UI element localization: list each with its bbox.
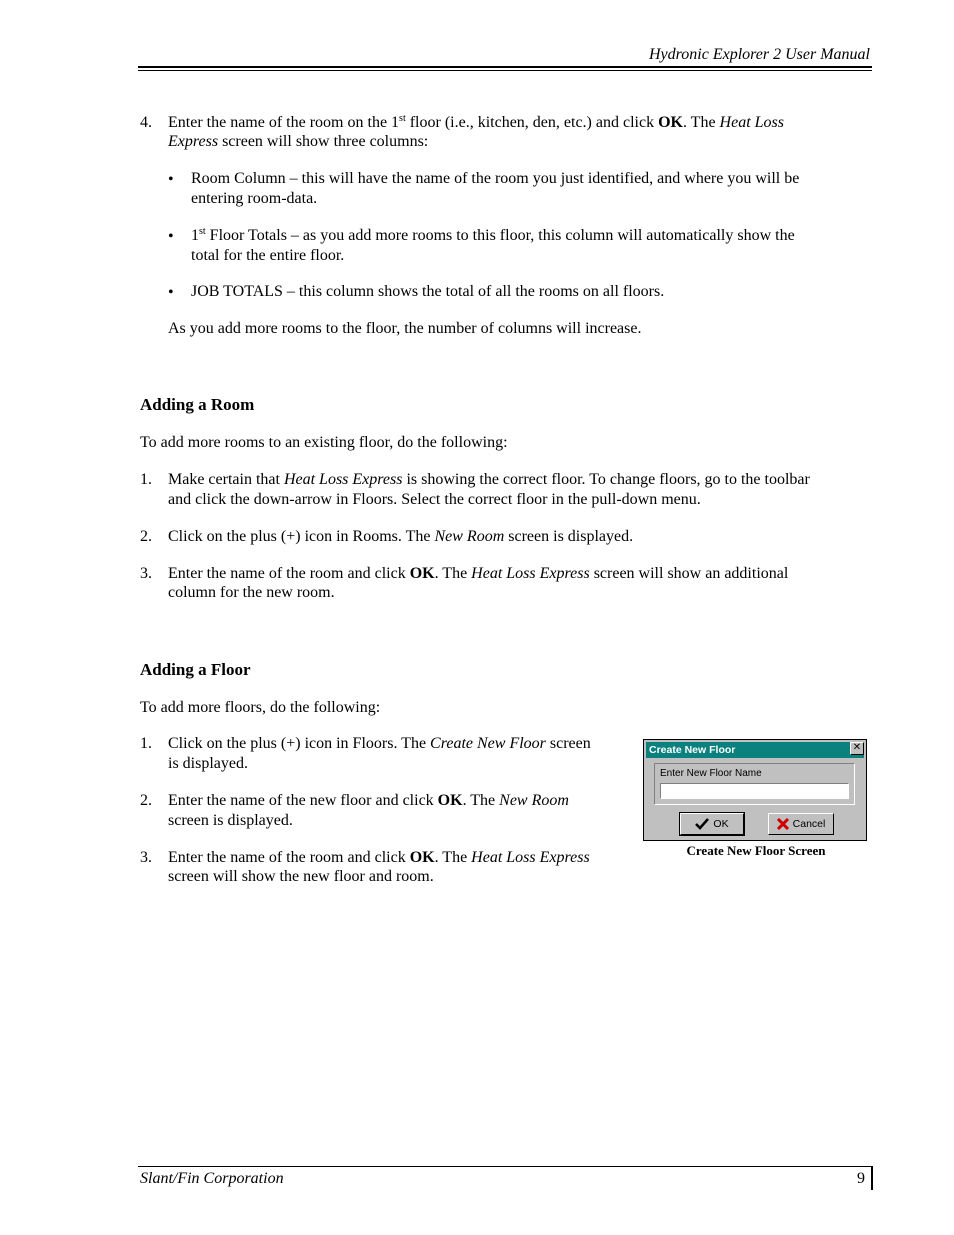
bullet-floor-totals: 1st Floor Totals – as you add more rooms to this floor, this column will automatically show the [191, 226, 795, 244]
bullet-marker: • [168, 228, 174, 245]
bullet-floor-totals-cont: total for the entire floor. [191, 247, 345, 264]
room-step-3-line-2: column for the new room. [168, 584, 335, 601]
floor-step-3-line-1: Enter the name of the room and click OK. The Heat Loss Express [168, 849, 590, 866]
floor-name-input[interactable] [660, 783, 849, 799]
floor-step-2-line-1: Enter the name of the new floor and click OK. The New Room [168, 792, 569, 809]
red-x-icon [777, 818, 789, 830]
footer-rule [138, 1166, 872, 1167]
dialog-title: Create New Floor [649, 744, 736, 756]
section-heading-adding-floor: Adding a Floor [140, 660, 251, 679]
dialog-title-bar [646, 742, 864, 758]
section-heading-adding-room: Adding a Room [140, 395, 255, 414]
header-rule-thin [138, 70, 872, 71]
bullet-marker: • [168, 284, 174, 301]
floor-step-1-line-1: Click on the plus (+) icon in Floors. The Create New Floor screen [168, 735, 591, 752]
footer-company: Slant/Fin Corporation [140, 1170, 284, 1187]
floor-step-1-line-2: is displayed. [168, 755, 248, 772]
checkmark-icon [695, 818, 709, 830]
room-step-2: Click on the plus (+) icon in Rooms. The New Room screen is displayed. [168, 528, 634, 545]
cancel-button[interactable] [768, 813, 834, 835]
header-rule [138, 66, 872, 68]
create-new-floor-dialog [643, 739, 867, 841]
step-number: 3. [140, 565, 152, 582]
floor-name-group [654, 763, 855, 805]
footer-bar [871, 1166, 873, 1190]
cancel-label: Cancel [792, 818, 826, 830]
step-number: 1. [140, 471, 152, 488]
figure-caption: Create New Floor Screen [686, 843, 826, 858]
step-4-line-2: Express screen will show three columns: [168, 133, 429, 150]
room-step-1-line-1: Make certain that Heat Loss Express is showing the correct floor. To change floors, go to the toolbar [168, 471, 810, 488]
step-number: 1. [140, 735, 152, 752]
bullet-room-column: Room Column – this will have the name of the room you just identified, and where you will be [191, 170, 800, 187]
ok-button[interactable] [680, 813, 744, 835]
close-icon[interactable]: ✕ [850, 742, 864, 755]
step-number: 4. [140, 114, 152, 131]
step-number: 2. [140, 792, 152, 809]
floor-step-3-line-2: screen will show the new floor and room. [168, 868, 434, 885]
adding-floor-intro: To add more floors, do the following: [140, 699, 381, 716]
floor-name-label: Enter New Floor Name [660, 768, 762, 779]
columns-note: As you add more rooms to the floor, the number of columns will increase. [168, 320, 642, 337]
step-number: 2. [140, 528, 152, 545]
room-step-3-line-1: Enter the name of the room and click OK. The Heat Loss Express screen will show an additional [168, 565, 789, 582]
bullet-job-totals: JOB TOTALS – this column shows the total of all the rooms on all floors. [191, 283, 665, 300]
page-number: 9 [857, 1170, 865, 1187]
running-header: Hydronic Explorer 2 User Manual [649, 46, 870, 63]
step-number: 3. [140, 849, 152, 866]
adding-room-intro: To add more rooms to an existing floor, do the following: [140, 434, 508, 451]
bullet-room-column-cont: entering room-data. [191, 190, 318, 207]
room-step-1-line-2: and click the down-arrow in Floors. Select the correct floor in the pull-down menu. [168, 491, 701, 508]
step-4-line-1: Enter the name of the room on the 1st floor (i.e., kitchen, den, etc.) and click OK. The Heat Loss [168, 113, 784, 131]
floor-step-2-line-2: screen is displayed. [168, 812, 293, 829]
bullet-marker: • [168, 171, 174, 188]
ok-label: OK [713, 818, 729, 830]
